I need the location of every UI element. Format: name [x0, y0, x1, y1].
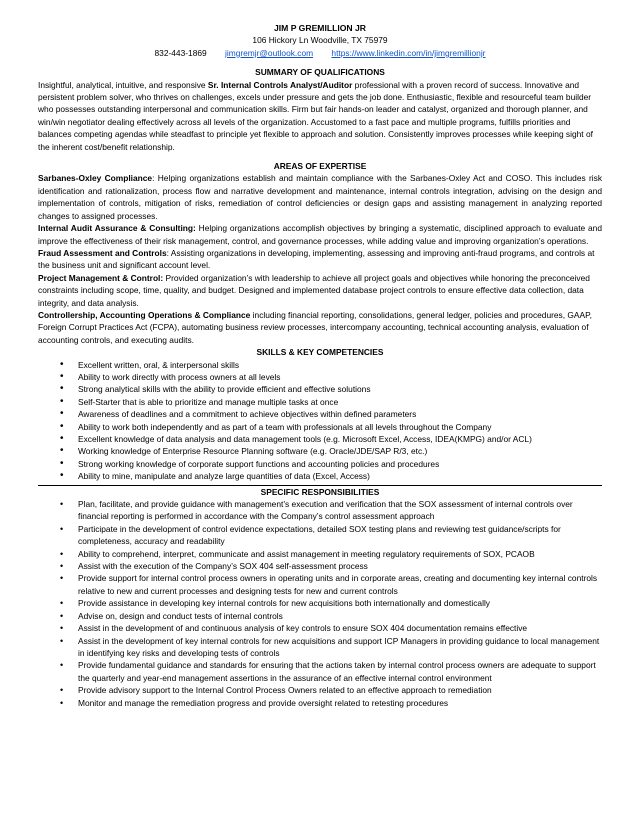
- responsibility-item: • Monitor and manage the remediation progress and provide oversight related to retesting procedures: [38, 697, 602, 709]
- phone: 832-443-1869: [154, 47, 207, 58]
- expertise-label: Fraud Assessment and Controls: [38, 247, 167, 258]
- expertise-item: [38, 272, 602, 309]
- expertise-item: [38, 309, 602, 346]
- responsibility-item: • Participate in the development of control evidence expectations, detailed SOX testing plans and reviewing test guidance/scripts for completeness, accuracy and readability: [38, 523, 602, 548]
- address: 106 Hickory Ln Woodville, TX 75979: [252, 35, 388, 46]
- expertise-text: including financial reporting, consolidations, general ledger, policies and procedures, GAAP, Foreign Corrupt Practices Act (FCPA), automating business review processes, intercompany accounting, technical accounting analysis, evaluation of accounting controls, and executing audits.: [38, 309, 592, 345]
- linkedin-link[interactable]: https://www.linkedin.com/in/jimgremillionjr: [331, 47, 486, 58]
- responsibility-item: • Provide support for internal control process owners in operating units and in corporate areas, creating and documenting key internal controls relative to new and current processes and designing tests for new and current controls: [38, 572, 602, 597]
- expertise-sep: :: [166, 247, 169, 258]
- resume-page: [38, 22, 602, 709]
- summary-role: Sr. Internal Controls Analyst/Auditor: [207, 79, 353, 90]
- expertise-heading: AREAS OF EXPERTISE: [273, 161, 367, 172]
- skill-item: • Excellent knowledge of data analysis and data management tools (e.g. Microsoft Excel, Access, IDEA(KMPG) and/or ACL): [38, 433, 602, 445]
- summary-intro: Insightful, analytical, intuitive, and responsive: [38, 79, 208, 90]
- responsibility-item: • Assist in the development of key internal controls for new acquisitions and support ICP Managers in providing guidance to local management in identifying key risks and developing tests of controls: [38, 635, 602, 660]
- responsibilities-list: [38, 498, 602, 709]
- email-link[interactable]: jimgremjr@outlook.com: [225, 47, 314, 58]
- expertise-label: Sarbanes-Oxley Compliance: [38, 173, 153, 184]
- contact-row: [38, 47, 602, 59]
- responsibility-item: • Provide advisory support to the Internal Control Process Owners related to an effective approach to remediation: [38, 684, 602, 696]
- responsibility-item: • Assist in the development of and continuous analysis of key controls to ensure SOX 404 documentation remains effective: [38, 622, 602, 634]
- skill-item: • Strong analytical skills with the ability to provide efficient and effective solutions: [38, 383, 602, 395]
- expertise-sep: :: [152, 173, 155, 184]
- skills-heading: SKILLS & KEY COMPETENCIES: [256, 347, 384, 358]
- candidate-name: JIM P GREMILLION JR: [274, 23, 366, 33]
- responsibility-item: • Provide fundamental guidance and standards for ensuring that the actions taken by internal control process owners are adequate to support the quarterly and year-end management assertions in the assurance of an effective internal control environment: [38, 659, 602, 684]
- expertise-list: [38, 172, 602, 346]
- skill-item: • Ability to mine, manipulate and analyze large quantities of data (Excel, Access): [38, 470, 602, 482]
- expertise-text: Provided organization’s with leadership to achieve all project goals and objectives while honoring the preconceived constraints including scope, time, quality, and budget. Designed and implemented database project controls to ensure effective data collection, data integrity, and data analysis.: [38, 272, 590, 308]
- summary-heading: SUMMARY OF QUALIFICATIONS: [255, 67, 385, 78]
- responsibility-item: • Provide assistance in developing key internal controls for new acquisitions both internationally and domestically: [38, 597, 602, 609]
- expertise-text: Helping organizations establish and maintain compliance with the Sarbanes-Oxley Act and COSO. This includes risk identification and rationalization, process flow and narrative development and maintenance, internal controls integration, advising on the design and implementation of controls, mitigation of risks, remediation of control deficiencies or design gaps and assisting management in analyzing reported changes to assigned processes.: [38, 173, 603, 221]
- skill-item: • Ability to work both independently and as part of a team with professionals at all levels throughout the Company: [38, 421, 602, 433]
- responsibility-item: • Assist with the execution of the Company’s SOX 404 self-assessment process: [38, 560, 602, 572]
- responsibility-item: • Advise on, design and conduct tests of internal controls: [38, 610, 602, 622]
- skills-list: [38, 359, 602, 483]
- expertise-label: Project Management & Control:: [38, 272, 164, 283]
- expertise-text: Assisting organizations in developing, implementing, assessing and improving anti-fraud programs, and controls at the business unit and significant account level.: [38, 247, 595, 271]
- skill-item: • Strong working knowledge of corporate support functions and accounting policies and procedures: [38, 458, 602, 470]
- expertise-item: [38, 222, 602, 247]
- expertise-item: [38, 247, 602, 272]
- responsibilities-heading: SPECIFIC RESPONSIBILITIES: [260, 486, 380, 497]
- expertise-label: Internal Audit Assurance & Consulting:: [38, 223, 196, 234]
- skill-item: • Working knowledge of Enterprise Resource Planning software (e.g. Oracle/JDE/SAP R/3, etc.): [38, 445, 602, 457]
- summary-paragraph: [38, 79, 602, 153]
- skill-item: • Ability to work directly with process owners at all levels: [38, 371, 602, 383]
- skill-item: • Self-Starter that is able to prioritize and manage multiple tasks at once: [38, 396, 602, 408]
- skill-item: • Awareness of deadlines and a commitment to achieve objectives within defined parameters: [38, 408, 602, 420]
- responsibility-item: • Plan, facilitate, and provide guidance with management’s execution and verification that the SOX assessment of internal controls over financial reporting is performed in accordance with the Company’s control assessment approach: [38, 498, 602, 523]
- responsibility-item: • Ability to comprehend, interpret, communicate and assist management in meeting regulatory requirements of SOX, PCAOB: [38, 548, 602, 560]
- expertise-text: Helping organizations accomplish objectives by bringing a systematic, disciplined approach to evaluate and improve the effectiveness of their risk management, control, and governance processes, while adding value and improving organization’s operations.: [38, 223, 602, 246]
- skill-item: • Excellent written, oral, & interpersonal skills: [38, 359, 602, 371]
- expertise-item: [38, 172, 602, 222]
- summary-rest: professional with a proven record of success. Innovative and persistent problem solver, who thrives on challenges, excels under pressure and gets the job done. Enthusiastic, flexible and resourceful team builder who possesses outstanding interpersonal and communication skills. Firm but fair hands-on leader and catalyst, organized and thorough planner, and win/win negotiator dealing effectively across all levels of the organization. Accustomed to a fast pace and multiple programs, fulfills priorities and balances competing agendas while steadfast to principle yet flexible to approach and solution. Consistently improves processes while keeping sight of the inherent cost/benefit relationship.: [38, 79, 593, 152]
- expertise-label: Controllership, Accounting Operations & Compliance: [38, 309, 251, 320]
